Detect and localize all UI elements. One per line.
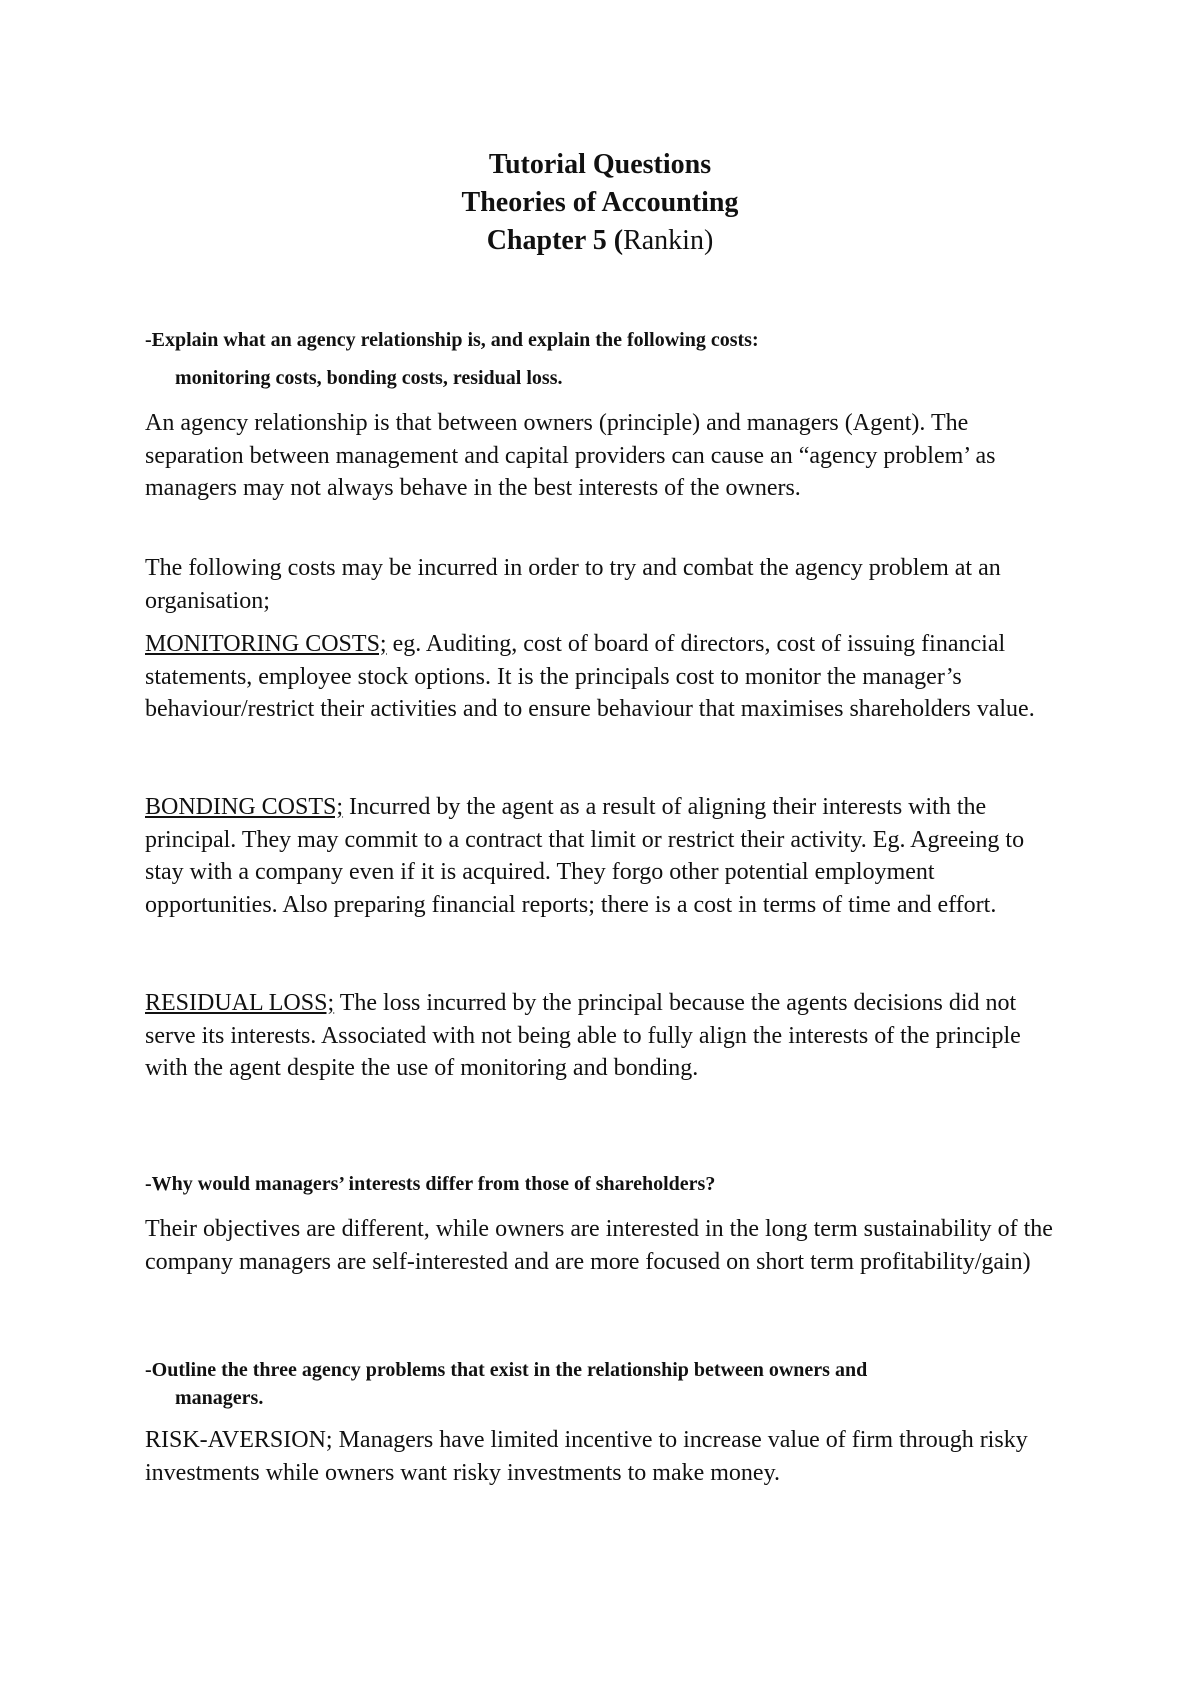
answer-1-residual	[145, 987, 1065, 1085]
question-1-line-2: monitoring costs, bonding costs, residual loss.	[175, 367, 563, 389]
monitoring-costs-label: MONITORING COSTS;	[145, 631, 387, 657]
question-3-line-2: managers.	[175, 1387, 264, 1409]
answer-1-intro: The following costs may be incurred in order to try and combat the agency problem at an organisation;	[145, 555, 1001, 614]
question-3	[145, 1356, 1065, 1412]
question-3-line-1: -Outline the three agency problems that exist in the relationship between owners and	[145, 1359, 868, 1381]
question-1	[145, 324, 1065, 394]
residual-loss-text: The loss incurred by the principal because the agents decisions did not serve its interests. Associated with not being able to fully align the interests of the principle with the agent despite the use of monitoring and bonding.	[145, 990, 1021, 1081]
residual-loss-label: RESIDUAL LOSS;	[145, 990, 335, 1016]
answer-2: Their objectives are different, while owners are interested in the long term sustainability of the company managers are self-interested and are more focused on short term profitability/gain)	[145, 1216, 1053, 1275]
monitoring-costs-text: eg. Auditing, cost of board of directors, cost of issuing financial statements, employee stock options. It is the principals cost to monitor the manager’s behaviour/restrict their activities and to ensure behaviour that maximises shareholders value.	[145, 631, 1035, 722]
bonding-costs-text: Incurred by the agent as a result of aligning their interests with the principal. They may commit to a contract that limit or restrict their activity. Eg. Agreeing to stay with a company even if it is acquired. They forgo other potential employment opportunities. Also preparing financial reports; there is a cost in terms of time and effort.	[145, 794, 1025, 918]
bonding-costs-label: BONDING COSTS;	[145, 794, 344, 820]
title-line-3	[0, 222, 1200, 260]
title-line-2: Theories of Accounting	[461, 187, 739, 218]
question-2: -Why would managers’ interests differ from those of shareholders?	[145, 1173, 716, 1195]
answer-3: RISK-AVERSION; Managers have limited incentive to increase value of firm through risky investments while owners want risky investments to make money.	[145, 1427, 1028, 1486]
answer-1-definition: An agency relationship is that between owners (principle) and managers (Agent). The separation between management and capital providers can cause an “agency problem’ as managers may not always behave in the best interests of the owners.	[145, 410, 996, 501]
document-title	[0, 146, 1200, 260]
answer-1-bonding	[145, 791, 1065, 921]
title-line-1: Tutorial Questions	[488, 149, 712, 180]
title-line-3-bold: Chapter 5 (	[486, 225, 624, 256]
question-1-line-1: -Explain what an agency relationship is, and explain the following costs:	[145, 329, 759, 351]
title-line-3-normal: Rankin)	[623, 225, 714, 256]
answer-1-monitoring	[145, 628, 1065, 726]
